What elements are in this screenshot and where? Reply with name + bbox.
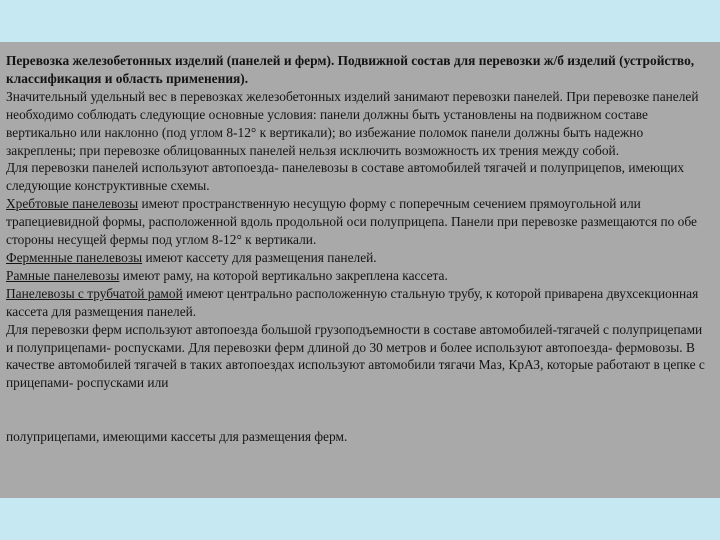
document-heading: Перевозка железобетонных изделий (панелей и ферм). Подвижной состав для перевозки ж/б изделий (устройство, классификация и область применения). bbox=[6, 53, 695, 86]
tail-paragraph: полуприцепами, имеющими кассеты для размещения ферм. bbox=[6, 429, 348, 445]
frame-paragraph bbox=[6, 267, 712, 285]
panel-trains-paragraph: Для перевозки панелей используют автопоезда- панелевозы в составе автомобилей тягачей и полуприцепов, имеющих следующие конструктивные схемы. bbox=[6, 160, 685, 194]
truss-paragraph bbox=[6, 249, 712, 267]
trusses-paragraph: Для перевозки ферм используют автопоезда большой грузоподъемности в составе автомобилей-тягачей с полуприцепами и полуприцепами- роспусками. Для перевозки ферм длиной до 30 метров и более используют автопоезда- фермовозы. В качестве автомобилей тягачей в таких автопоездах используют автомобили тягачи Маз, КрАЗ, которые работают в цепке с прицепами- роспусками или bbox=[6, 321, 705, 391]
tube-text: имеют центрально расположенную стальную трубу, к которой приварена двухсекционная кассета для размещения панелей. bbox=[6, 285, 699, 319]
frame-text: имеют раму, на которой вертикально закреплена кассета. bbox=[119, 267, 448, 283]
intro-paragraph: Значительный удельный вес в перевозках железобетонных изделий занимают перевозки панелей. При перевозке панелей необходимо соблюдать следующие основные условия: панели должны быть установлены на подвижном составе вертикально или наклонно (под углом 8-12° к вертикали); во избежание поломок панели должны быть надежно закреплены; при перевозке облицованных панелей нельзя исключить возможность их трения между собой. bbox=[6, 88, 699, 158]
spacer bbox=[6, 392, 712, 428]
document-body bbox=[6, 52, 712, 446]
ridge-text: имеют пространственную несущую форму с поперечным сечением прямоугольной или трапециевидной формы, расположенной вдоль продольной оси полуприцепа. Панели при перевозке размещаются по обе стороны несущей фермы под углом 8-12° к вертикали. bbox=[6, 196, 697, 248]
ridge-paragraph bbox=[6, 195, 712, 249]
ridge-term: Хребтовые панелевозы bbox=[6, 196, 139, 212]
truss-term: Ферменные панелевозы bbox=[6, 249, 143, 265]
truss-text: имеют кассету для размещения панелей. bbox=[142, 249, 377, 265]
frame-term: Рамные панелевозы bbox=[6, 267, 120, 283]
tube-paragraph bbox=[6, 285, 712, 321]
tube-term-2: трубчатой рамой bbox=[87, 285, 183, 301]
tube-term-1: Панелевозы с bbox=[6, 285, 88, 301]
